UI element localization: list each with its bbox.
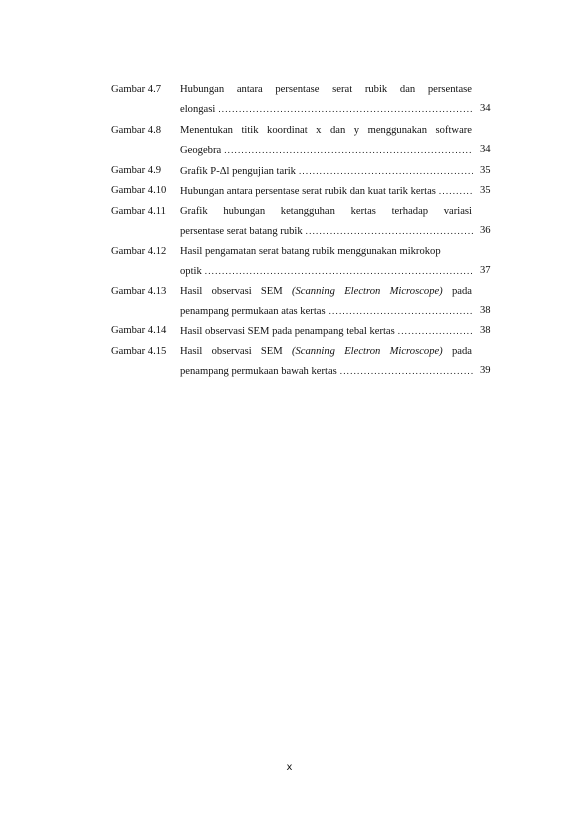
- footer-page-number: x: [286, 762, 293, 773]
- entry-title-tail: Geogebra: [180, 145, 222, 156]
- figure-label: Gambar 4.14: [111, 325, 167, 336]
- entry-title-text: Hasil observasi SEM pada penampang tebal kertas: [180, 326, 395, 337]
- entry-title: Hubungan antara persentase serat rubik dan persentase: [180, 84, 472, 95]
- entry-title: [180, 285, 472, 299]
- dot-leader: [439, 184, 473, 198]
- page-number: 34: [480, 103, 491, 114]
- figure-label: Gambar 4.9: [111, 165, 162, 176]
- figure-label: Gambar 4.12: [111, 246, 167, 257]
- dot-leader: [329, 304, 473, 318]
- figure-label: Gambar 4.7: [111, 84, 162, 95]
- page-number: 36: [480, 225, 491, 236]
- entry-title: Menentukan titik koordinat x dan y menggunakan software: [180, 125, 472, 136]
- entry-title-pre: Hasil observasi SEM: [180, 286, 283, 297]
- dot-leader: [218, 102, 473, 116]
- page-number: 37: [480, 265, 491, 276]
- figure-label: Gambar 4.10: [111, 185, 167, 196]
- figure-label: Gambar 4.15: [111, 346, 167, 357]
- entry-title-italic: (Scanning Electron Microscope): [291, 286, 443, 297]
- entry-title-continued: [180, 224, 476, 238]
- page-number: 39: [480, 365, 491, 376]
- entry-title-continued: [180, 264, 476, 278]
- entry-title-continued: [180, 364, 476, 378]
- entry-title-continued: [180, 304, 476, 318]
- entry-title-post: pada: [452, 286, 472, 297]
- figure-label: Gambar 4.11: [111, 206, 166, 217]
- dot-leader: [306, 224, 473, 238]
- page-number: 34: [480, 144, 491, 155]
- entry-title-post: pada: [452, 346, 472, 357]
- entry-title-continued: [180, 143, 476, 157]
- entry-title-tail: persentase serat batang rubik: [180, 226, 303, 237]
- entry-title-tail: optik: [180, 266, 202, 277]
- entry-title: Hasil pengamatan serat batang rubik menggunakan mikrokop: [180, 246, 441, 257]
- entry-title-tail: penampang permukaan atas kertas: [180, 306, 326, 317]
- dot-leader: [398, 324, 473, 338]
- figure-label: Gambar 4.13: [111, 286, 167, 297]
- entry-title-tail: elongasi: [180, 104, 216, 115]
- entry-title: [180, 164, 476, 178]
- entry-title: [180, 324, 476, 338]
- page-number: 38: [480, 325, 491, 336]
- page-number: 35: [480, 165, 491, 176]
- dot-leader: [205, 264, 473, 278]
- entry-title-text: Hubungan antara persentase serat rubik dan kuat tarik kertas: [180, 186, 436, 197]
- entry-title-tail: penampang permukaan bawah kertas: [180, 366, 337, 377]
- entry-title: [180, 184, 476, 198]
- page-number: 38: [480, 305, 491, 316]
- entry-title-text: Grafik P-Δl pengujian tarik: [180, 166, 296, 177]
- dot-leader: [299, 164, 473, 178]
- entry-title: [180, 345, 472, 359]
- dot-leader: [340, 364, 473, 378]
- dot-leader: [224, 143, 473, 157]
- entry-title: Grafik hubungan ketangguhan kertas terhadap variasi: [180, 206, 472, 217]
- figure-label: Gambar 4.8: [111, 125, 162, 136]
- entry-title-continued: [180, 102, 476, 116]
- page-number: 35: [480, 185, 491, 196]
- entry-title-pre: Hasil observasi SEM: [180, 346, 283, 357]
- entry-title-italic: (Scanning Electron Microscope): [291, 346, 443, 357]
